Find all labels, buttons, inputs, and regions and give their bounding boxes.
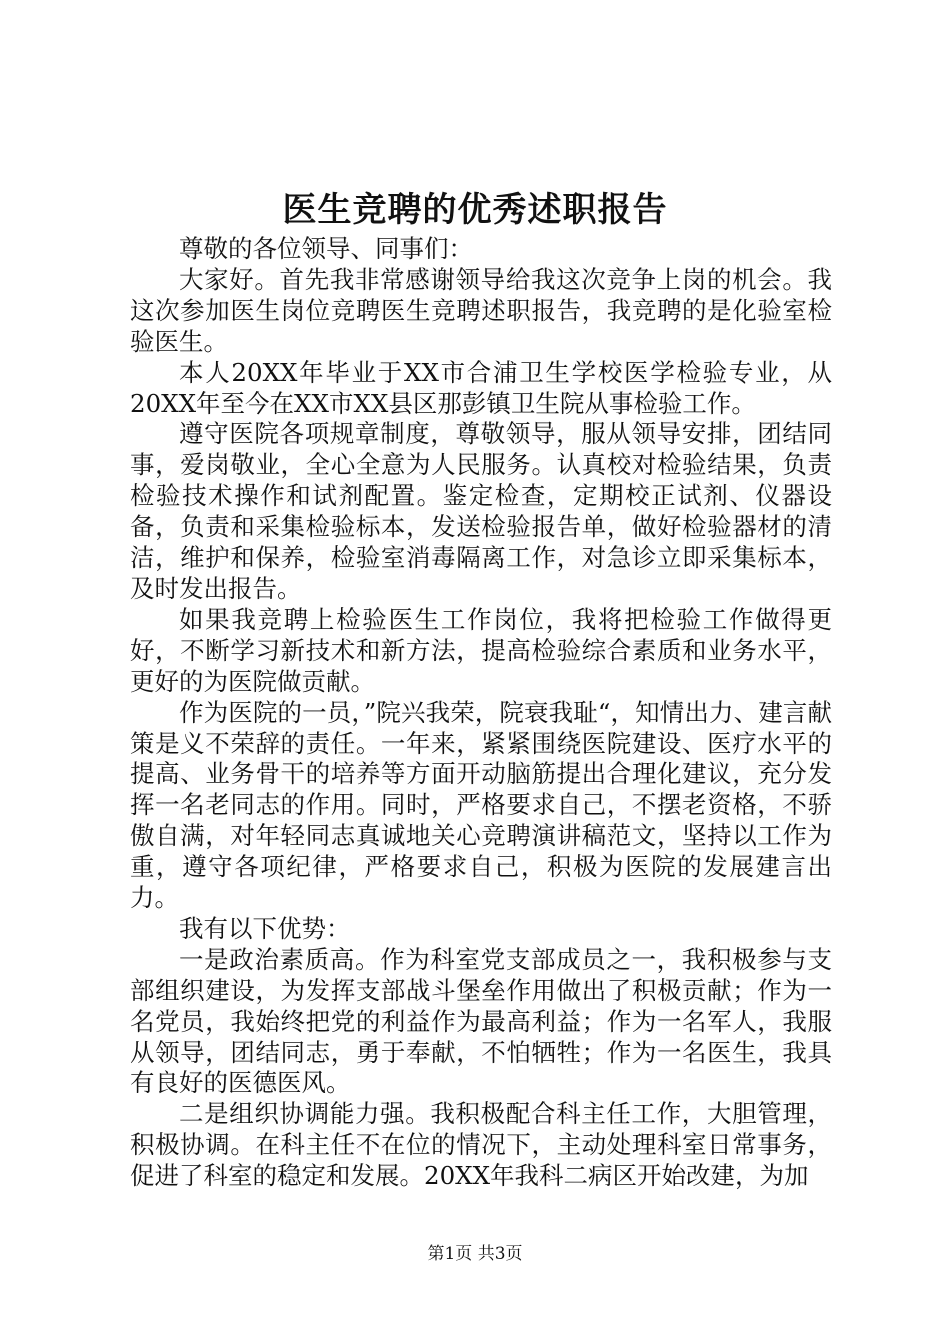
body-paragraph: 大家好。首先我非常感谢领导给我这次竞争上岗的机会。我这次参加医生岗位竞聘医生竞聘述职报告，我竞聘的是化验室检验医生。 — [130, 264, 832, 356]
body-paragraph: 遵守医院各项规章制度，尊敬领导，服从领导安排，团结同事，爱岗敬业，全心全意为人民服务。认真校对检验结果，负责检验技术操作和试剂配置。鉴定检查，定期校正试剂、仪器设备，负责和采集检验标本，发送检验报告单，做好检验器材的清洁，维护和保养，检验室消毒隔离工作，对急诊立即采集标本，及时发出报告。 — [130, 419, 832, 603]
body-paragraph: 作为医院的一员，”院兴我荣，院衰我耻“，知情出力、建言献策是义不荣辞的责任。一年来，紧紧围绕医院建设、医疗水平的提高、业务骨干的培养等方面开动脑筋提出合理化建议，充分发挥一名老同志的作用。同时，严格要求自己，不摆老资格，不骄傲自满，对年轻同志真诚地关心竞聘演讲稿范文，坚持以工作为重，遵守各项纪律，严格要求自己，积极为医院的发展建言出力。 — [130, 697, 832, 913]
body-paragraph: 我有以下优势： — [179, 913, 351, 943]
body-paragraph: 如果我竞聘上检验医生工作岗位，我将把检验工作做得更好，不断学习新技术和新方法，提高检验综合素质和业务水平，更好的为医院做贡献。 — [130, 604, 832, 696]
document-title: 医生竞聘的优秀述职报告 — [282, 190, 668, 230]
body-paragraph: 二是组织协调能力强。我积极配合科主任工作，大胆管理，积极协调。在科主任不在位的情况下，主动处理科室日常事务，促进了科室的稳定和发展。20XX年我科二病区开始改建，为加 — [130, 1099, 832, 1191]
page-footer: 第1页 共3页 — [427, 1244, 523, 1264]
body-paragraph: 本人20XX年毕业于XX市合浦卫生学校医学检验专业，从20XX年至今在XX市XX县区那彭镇卫生院从事检验工作。 — [130, 357, 832, 418]
body-paragraph: 一是政治素质高。作为科室党支部成员之一，我积极参与支部组织建设，为发挥支部战斗堡垒作用做出了积极贡献；作为一名党员，我始终把党的利益作为最高利益；作为一名军人，我服从领导，团结同志，勇于奉献，不怕牺牲；作为一名医生，我具有良好的医德医风。 — [130, 944, 832, 1098]
salutation-paragraph: 尊敬的各位领导、同事们： — [179, 234, 473, 263]
document-body — [130, 234, 832, 1192]
